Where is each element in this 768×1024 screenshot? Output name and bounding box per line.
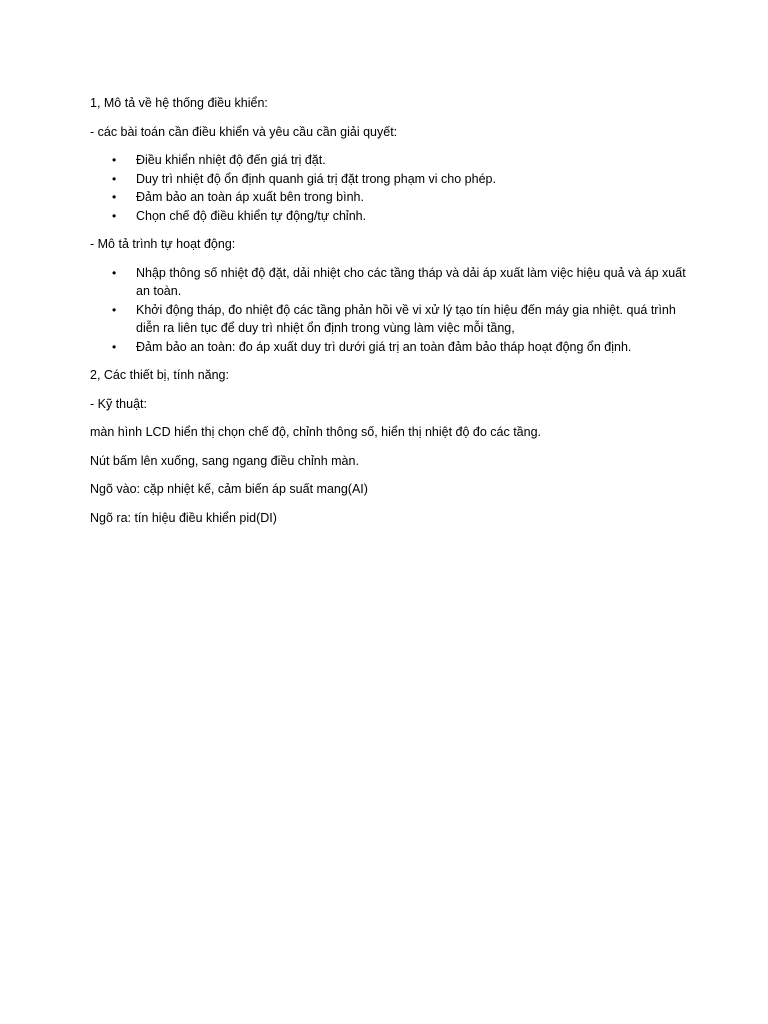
section-heading-1: 1, Mô tả về hệ thống điều khiển:	[90, 96, 268, 110]
list-item: • Đảm bảo an toàn áp xuất bên trong bình.	[136, 188, 690, 207]
section-heading-2: 2, Các thiết bị, tính năng:	[90, 368, 229, 382]
sequence-list	[90, 264, 690, 357]
tech-intro: - Kỹ thuật:	[90, 396, 147, 411]
bullet-icon: •	[112, 171, 117, 186]
list-item: • Duy trì nhiệt độ ổn định quanh giá trị đặt trong phạm vi cho phép.	[136, 170, 690, 189]
document-page	[90, 94, 690, 537]
list-item: • Điều khiển nhiệt độ đến giá trị đặt.	[136, 151, 690, 170]
problems-intro: - các bài toán cần điều khiển và yêu cầu cần giải quyết:	[90, 124, 398, 139]
list-item: • Khởi động tháp, đo nhiệt độ các tầng phản hồi về vi xử lý tạo tín hiệu đến máy gia nhiệt. quá trình diễn ra liên tục để duy trì nhiệt ổn định trong vùng làm việc mỗi tầng,	[112, 302, 676, 335]
bullet-icon: •	[112, 153, 117, 167]
tech-line-buttons: Nút bấm lên xuống, sang ngang điều chỉnh màn.	[90, 453, 359, 468]
bullet-icon: •	[112, 208, 117, 223]
list-item: • Đảm bảo an toàn: đo áp xuất duy trì dưới giá trị an toàn đảm bảo tháp hoạt động ổn định.	[136, 338, 690, 357]
list-item: • Chọn chế độ điều khiển tự động/tự chỉnh.	[136, 207, 690, 226]
problems-list	[90, 151, 690, 225]
tech-line-lcd: màn hình LCD hiển thị chọn chế độ, chỉnh thông số, hiển thị nhiệt độ đo các tầng.	[90, 425, 542, 439]
tech-line-inputs: Ngõ vào: cặp nhiệt kế, cảm biến áp suất mang(AI)	[90, 482, 368, 496]
bullet-icon: •	[112, 265, 117, 280]
bullet-icon: •	[112, 302, 117, 317]
list-item: • Nhập thông số nhiệt độ đặt, dải nhiệt cho các tầng tháp và dải áp xuất làm việc hiệu quả và áp xuất an toàn.	[112, 265, 686, 298]
bullet-icon: •	[112, 339, 117, 354]
tech-line-outputs: Ngõ ra: tín hiệu điều khiển pid(DI)	[90, 510, 277, 525]
sequence-intro: - Mô tả trình tự hoạt động:	[90, 237, 236, 251]
bullet-icon: •	[112, 190, 117, 204]
